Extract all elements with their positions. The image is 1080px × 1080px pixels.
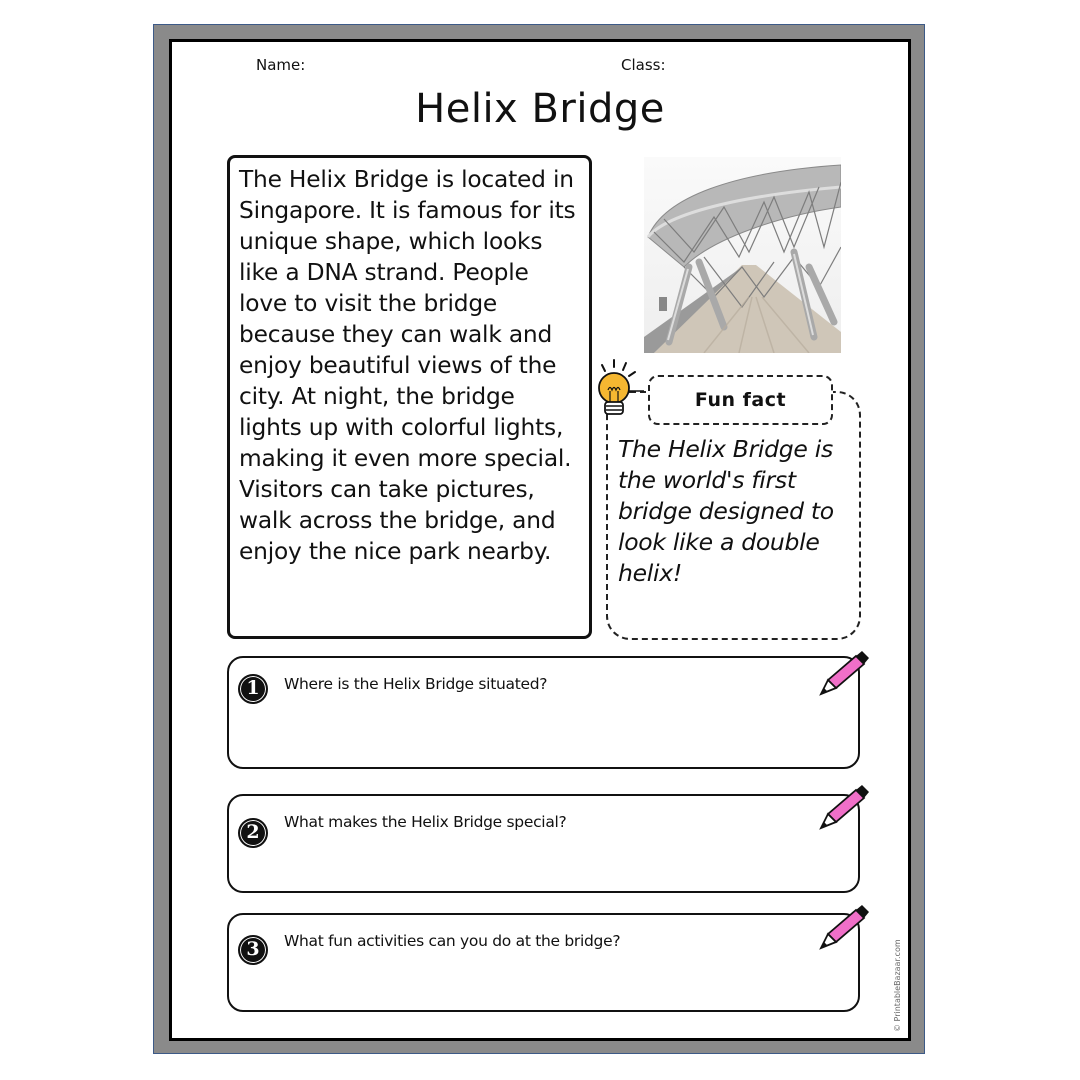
- question-3-answer-box[interactable]: [227, 913, 860, 1012]
- question-3-number-badge: 3: [238, 935, 268, 965]
- page-title: Helix Bridge: [415, 86, 665, 132]
- fun-fact-text: The Helix Bridge is the world's first bridge designed to look like a double helix!: [618, 435, 834, 587]
- question-2-text: What makes the Helix Bridge special?: [284, 813, 567, 831]
- bridge-image: [644, 157, 841, 353]
- question-1-text: Where is the Helix Bridge situated?: [284, 675, 548, 693]
- bridge-illustration: [644, 157, 841, 353]
- fun-fact-title: Fun fact: [648, 375, 833, 425]
- lightbulb-icon: [592, 358, 644, 424]
- reading-passage-text: The Helix Bridge is located in Singapore. It is famous for its unique shape, which looks like a DNA strand. People love to visit the bridge because they can walk and enjoy beautiful views of the city. At night, the bridge lights up with colorful lights, making it even more special. Visitors can take pictures, walk across the bridge, and enjoy the nice park nearby.: [239, 166, 576, 565]
- question-2-answer-box[interactable]: [227, 794, 860, 893]
- pencil-icon: [818, 784, 870, 832]
- pencil-icon: [818, 904, 870, 952]
- name-label: Name:: [256, 56, 306, 74]
- question-3-text: What fun activities can you do at the bridge?: [284, 932, 621, 950]
- question-1-number-badge: 1: [238, 674, 268, 704]
- class-label: Class:: [621, 56, 666, 74]
- reading-passage-box: [227, 155, 592, 639]
- copyright-notice: © PrintableBazaar.com: [893, 939, 902, 1032]
- question-2-number-badge: 2: [238, 818, 268, 848]
- pencil-icon: [818, 650, 870, 698]
- question-1-answer-box[interactable]: [227, 656, 860, 769]
